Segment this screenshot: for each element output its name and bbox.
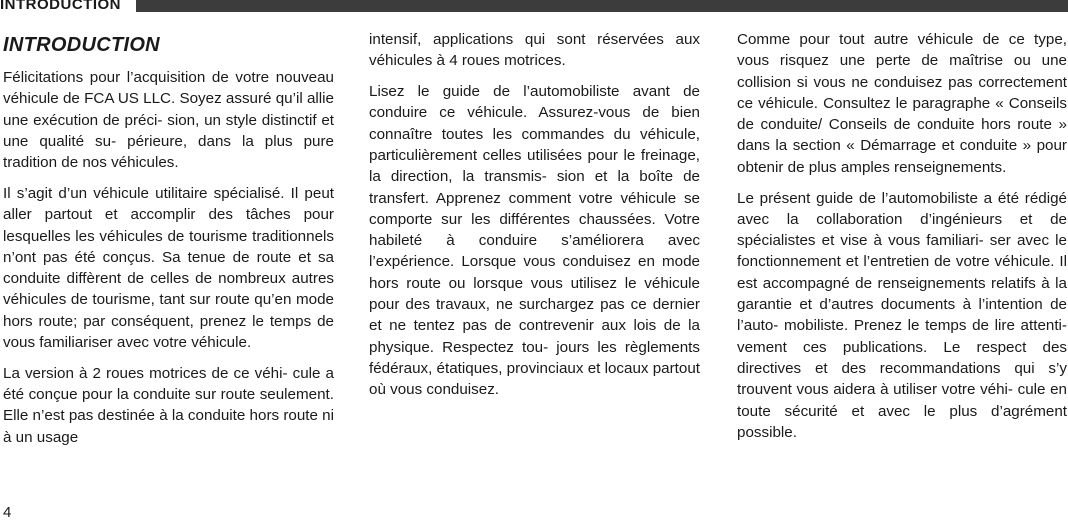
- paragraph: Comme pour tout autre véhicule de ce type, vous risquez une perte de maîtrise ou une collision si vous ne conduisez pas correctement ce véhicule. Consultez le paragraphe « Conseils de conduite/ Conseils de conduite hors route » dans la section « Démarrage et conduite » pour obtenir de plus amples renseignements.: [737, 31, 1067, 176]
- paragraph: La version à 2 roues motrices de ce véhi- cule a été conçue pour la conduite sur route seulement. Elle n’est pas destinée à la conduite hors route ni à un usage: [3, 364, 334, 446]
- section-title: INTRODUCTION: [3, 34, 160, 56]
- page-number: 4: [3, 504, 12, 521]
- paragraph: intensif, applications qui sont réservées aux véhicules à 4 roues motrices.: [369, 31, 700, 70]
- paragraph: Félicitations pour l’acquisition de votre nouveau véhicule de FCA US LLC. Soyez assuré qu’il allie une exécution de préci- sion, un style distinctif et une qualité su- périeure, dans la plus pure tradition de nos véhicules.: [3, 69, 334, 172]
- paragraph: Le présent guide de l’automobiliste a été rédigé avec la collaboration d’ingénieurs et de spécialistes et vise à vous familiari- ser avec le fonctionnement et l’entretien de votre véhicule. Il est accompagné de renseignements relatifs à la garantie et d’autres documents à l’intention de l’auto- mobiliste. Prenez le temps de lire attenti- vement ces publications. Le respect des directives et des recommandations qui s’y trouvent vous aidera à utiliser votre véhi- cule en toute sécurité et avec le plus d’agrément possible.: [737, 189, 1067, 441]
- text-column-2: [369, 29, 700, 410]
- header-bar: [136, 0, 1068, 12]
- running-header: [0, 0, 1068, 16]
- text-column-3: [737, 29, 1067, 453]
- running-header-label: INTRODUCTION: [0, 0, 129, 14]
- paragraph: Lisez le guide de l’automobiliste avant de conduire ce véhicule. Assurez-vous de bien connaître toutes les commandes du véhicule, particulièrement celles utilisées pour le freinage, la direction, la transmis- sion et la boîte de transfert. Apprenez comment votre véhicule se comporte sur les différentes chaussées. Votre habileté à conduire s’améliorera avec l’expérience. Lorsque vous conduisez en mode hors route ou lorsque vous utilisez le véhicule pour des travaux, ne surchargez pas ce dernier et ne tentez pas de contrevenir aux lois de la physique. Respectez tou- jours les règlements fédéraux, étatiques, provinciaux et locaux partout où vous conduisez.: [369, 83, 700, 399]
- paragraph: Il s’agit d’un véhicule utilitaire spécialisé. Il peut aller partout et accomplir des tâches pour lesquelles les véhicules de tourisme traditionnels n’ont pas été conçus. Sa tenue de route et sa conduite diffèrent de celles de nombreux autres véhicules de tourisme, tant sur route qu’en mode hors route; par conséquent, prenez le temps de vous familiariser avec votre véhicule.: [3, 184, 334, 352]
- text-column-1: [3, 28, 334, 458]
